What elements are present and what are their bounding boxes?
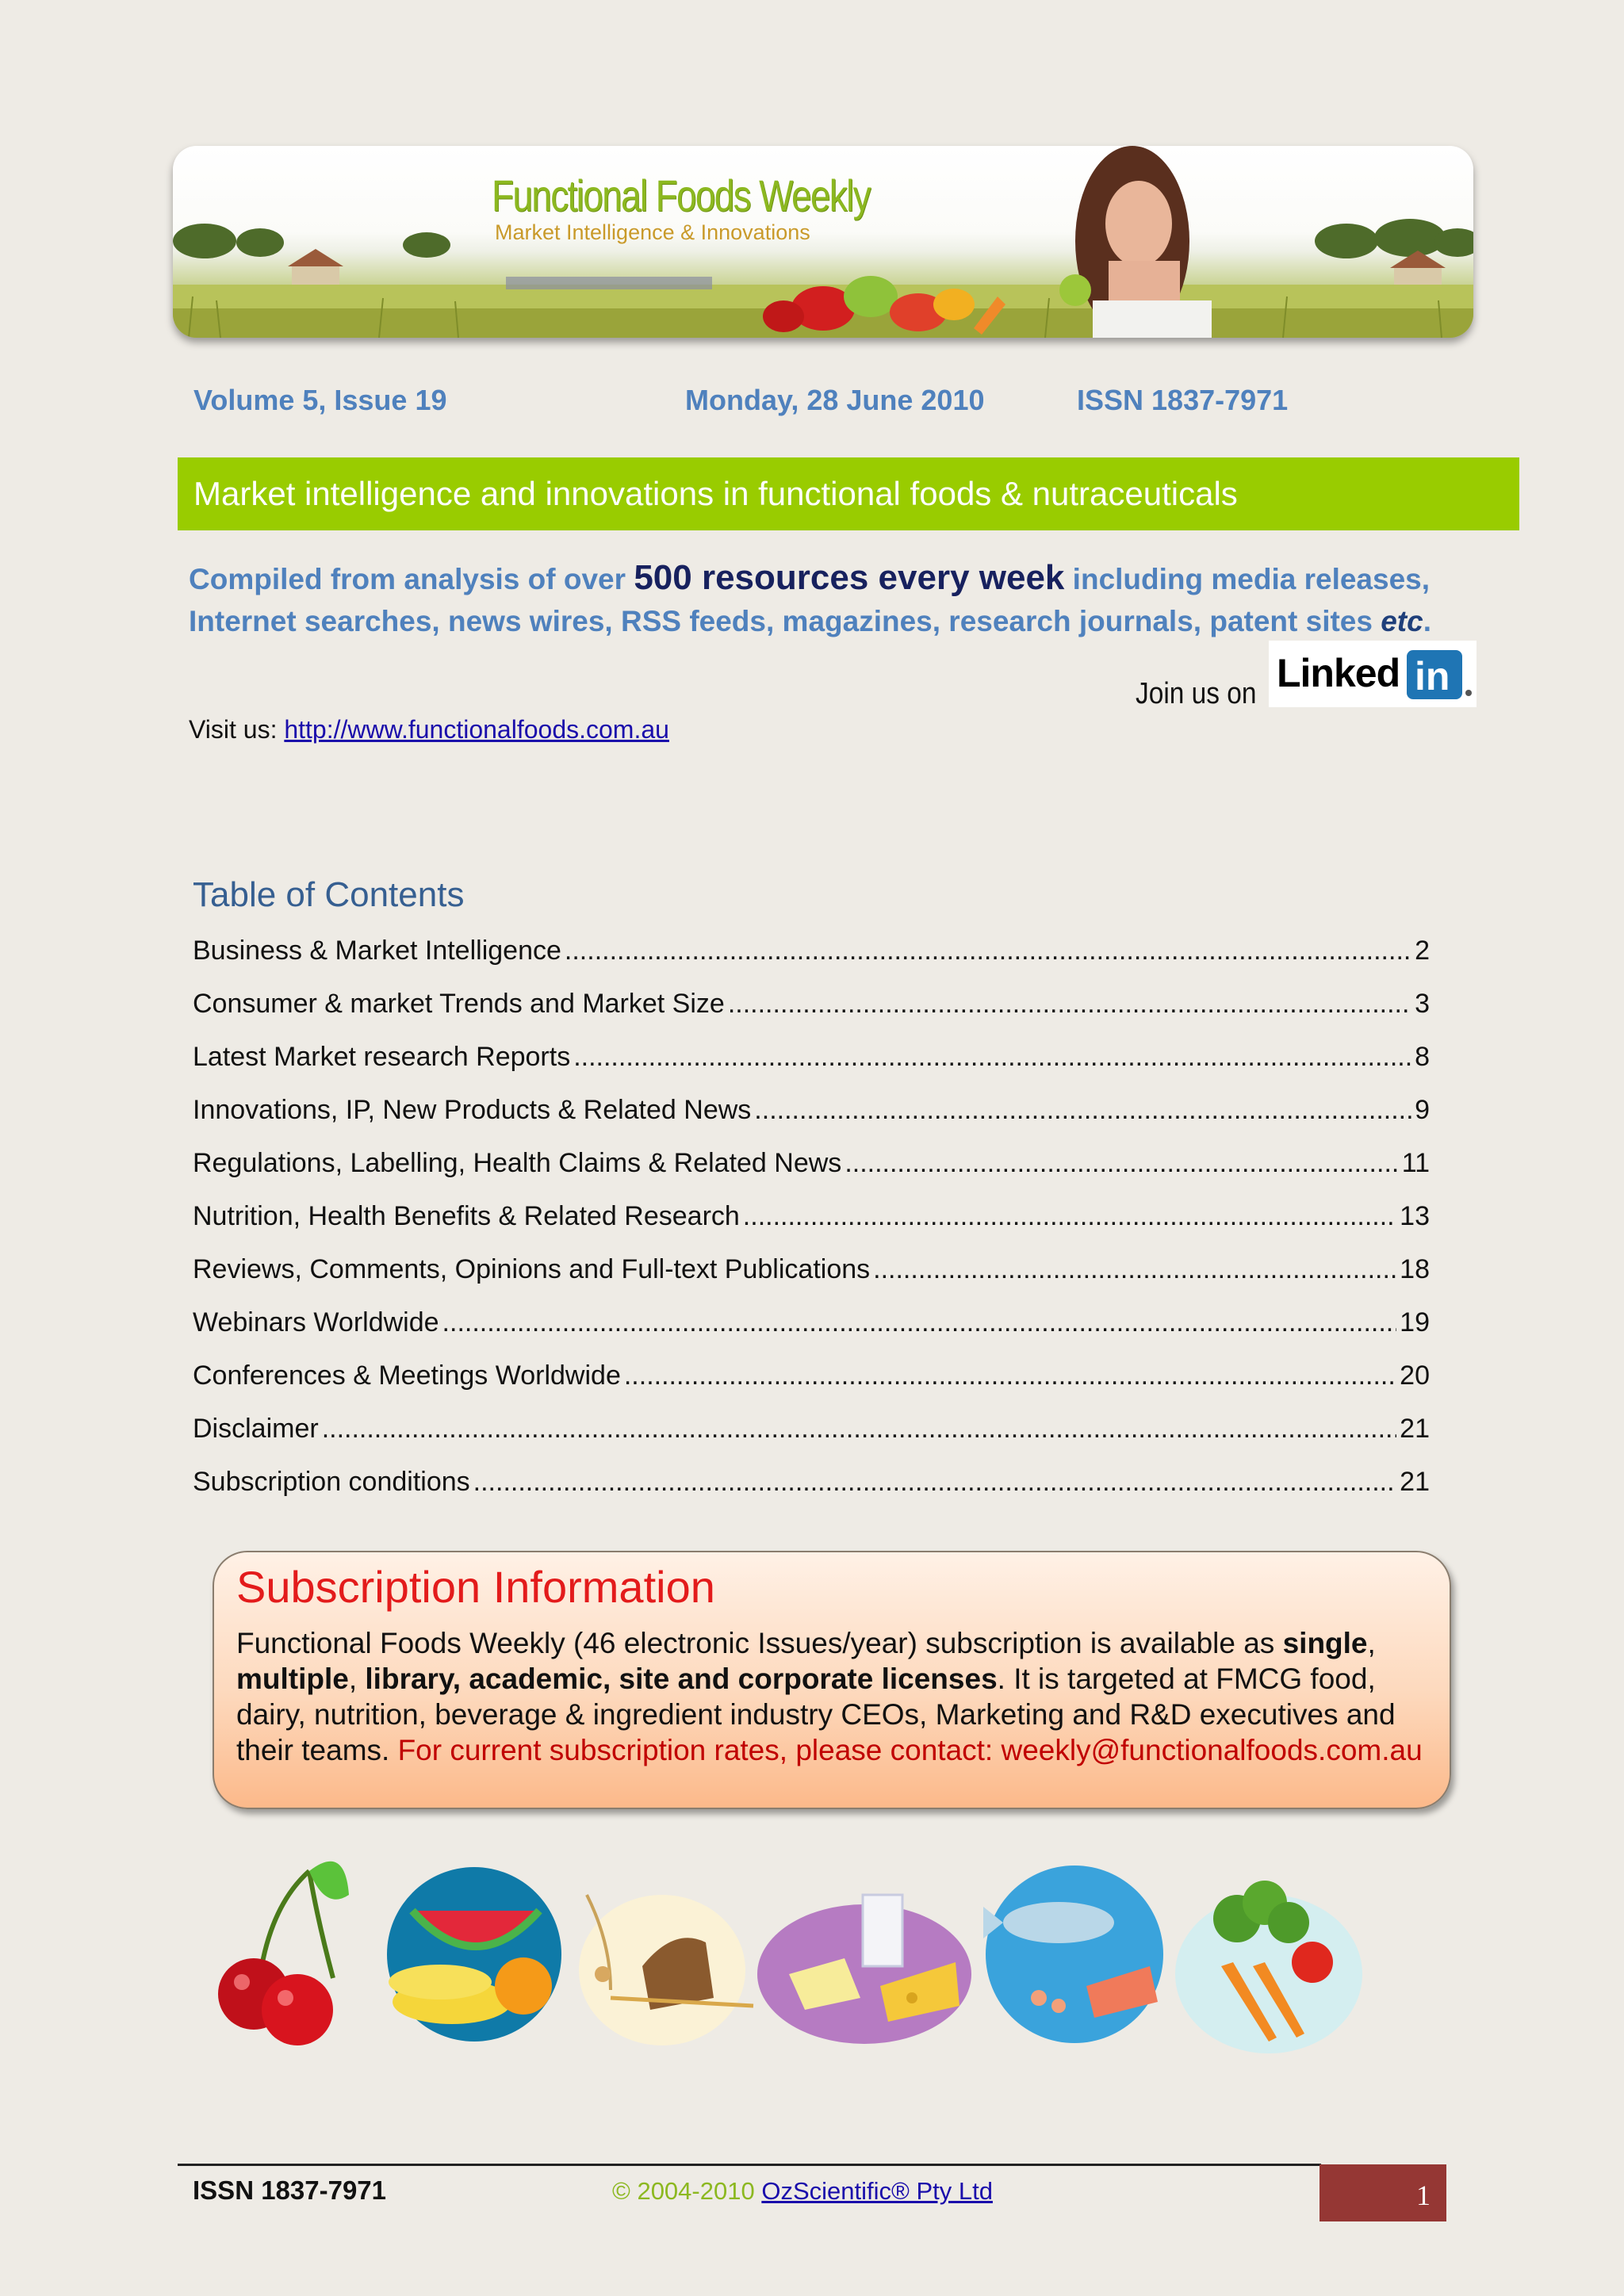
house-right-icon <box>1390 251 1446 290</box>
toc-entry[interactable] <box>193 1414 1430 1467</box>
compiled-part2: including media releases, Internet searches, news wires, RSS feeds, magazines, research journals, patent sites <box>189 563 1431 637</box>
issn-header: ISSN 1837-7971 <box>1077 384 1289 416</box>
banner-subtitle: Market Intelligence & Innovations <box>495 220 810 244</box>
toc-entry-page: 9 <box>1415 1095 1430 1125</box>
toc-entry-title: Regulations, Labelling, Health Claims & Related News <box>193 1148 842 1178</box>
cherries-icon <box>218 1862 349 2045</box>
toc-entry-page: 21 <box>1400 1414 1430 1444</box>
fruit-icon <box>387 1867 561 2042</box>
footer-issn: ISSN 1837-7971 <box>193 2175 387 2205</box>
volume-issue: Volume 5, Issue 19 <box>193 384 447 416</box>
subscription-body <box>236 1625 1427 1768</box>
license-multiple: multiple <box>236 1663 349 1695</box>
toc-entry-title: Disclaimer <box>193 1414 319 1444</box>
toc-entry-page: 20 <box>1400 1360 1430 1391</box>
toc-entry[interactable] <box>193 1095 1430 1148</box>
toc-entry-page: 8 <box>1415 1042 1430 1072</box>
footer-copyright <box>612 2177 993 2206</box>
seafood-icon <box>983 1866 1163 2043</box>
subscription-contact[interactable]: For current subscription rates, please contact: weekly@functionalfoods.com.au <box>397 1734 1423 1766</box>
toc-entry-title: Reviews, Comments, Opinions and Full-text Publications <box>193 1254 871 1284</box>
linkedin-in-text: in <box>1415 654 1450 698</box>
issue-date: Monday, 28 June 2010 <box>685 384 985 416</box>
visit-label: Visit us: <box>189 715 285 744</box>
toc-entry-page: 19 <box>1400 1307 1430 1337</box>
page-number: 1 <box>1320 2164 1446 2221</box>
compiled-description <box>189 557 1521 642</box>
compiled-end: . <box>1423 605 1431 637</box>
food-icons-row <box>198 1847 1372 2061</box>
subscription-text: Functional Foods Weekly (46 electronic Issues/year) subscription is available as <box>236 1627 1283 1659</box>
header-banner <box>173 146 1473 338</box>
subscription-text: , <box>348 1663 366 1695</box>
toc-entry-title: Conferences & Meetings Worldwide <box>193 1360 621 1391</box>
join-us-label: Join us on <box>1136 677 1257 710</box>
linkedin-logo-button[interactable] <box>1269 641 1477 707</box>
company-link[interactable]: OzScientific® Pty Ltd <box>761 2177 993 2205</box>
toc-entry-title: Business & Market Intelligence <box>193 936 561 966</box>
vegetables-icon <box>1175 1881 1362 2053</box>
table-of-contents <box>193 936 1430 1520</box>
toc-entry-title: Nutrition, Health Benefits & Related Research <box>193 1201 740 1231</box>
tagline-bar: Market intelligence and innovations in functional foods & nutraceuticals <box>178 457 1519 530</box>
toc-title: Table of Contents <box>193 875 465 914</box>
visit-us <box>189 715 669 744</box>
compiled-part1: Compiled from analysis of over <box>189 563 634 595</box>
linkedin-text: Linked <box>1277 651 1400 695</box>
copyright-text: © 2004-2010 <box>612 2177 762 2205</box>
toc-entry[interactable] <box>193 1307 1430 1360</box>
house-left-icon <box>288 249 343 289</box>
toc-entry[interactable] <box>193 936 1430 989</box>
toc-entry[interactable] <box>193 1148 1430 1201</box>
license-types: library, academic, site and corporate licenses <box>365 1663 998 1695</box>
subscription-info-box <box>213 1551 1451 1809</box>
toc-entry[interactable] <box>193 1201 1430 1254</box>
toc-entry[interactable] <box>193 989 1430 1042</box>
toc-entry-page: 11 <box>1401 1148 1430 1178</box>
toc-entry-title: Subscription conditions <box>193 1467 470 1497</box>
toc-entry-title: Latest Market research Reports <box>193 1042 571 1072</box>
footer-divider <box>178 2164 1321 2166</box>
toc-entry-page: 13 <box>1400 1201 1430 1231</box>
subscription-text: . It is targeted at FMCG food, dairy, nutrition, beverage & ingredient industry CEOs, Marketing and R&D executives and their teams. <box>236 1663 1396 1766</box>
banner-title: Functional Foods Weekly <box>492 170 870 220</box>
toc-entry-page: 18 <box>1400 1254 1430 1284</box>
dairy-icon <box>757 1895 971 2044</box>
toc-entry[interactable] <box>193 1254 1430 1307</box>
subscription-text: , <box>1367 1627 1376 1659</box>
toc-entry[interactable] <box>193 1360 1430 1414</box>
toc-entry-page: 2 <box>1415 936 1430 966</box>
toc-entry-page: 3 <box>1415 989 1430 1019</box>
linkedin-icon <box>1269 641 1477 707</box>
toc-entry[interactable] <box>193 1042 1430 1095</box>
website-link[interactable]: http://www.functionalfoods.com.au <box>284 715 669 744</box>
compiled-etc: etc <box>1381 605 1423 637</box>
toc-entry-title: Consumer & market Trends and Market Size <box>193 989 725 1019</box>
toc-entry-page: 21 <box>1400 1467 1430 1497</box>
bread-grain-icon <box>579 1895 753 2045</box>
subscription-title: Subscription Information <box>236 1562 715 1612</box>
toc-entry-title: Innovations, IP, New Products & Related News <box>193 1095 752 1125</box>
license-single: single <box>1282 1627 1368 1659</box>
toc-entry-title: Webinars Worldwide <box>193 1307 439 1337</box>
toc-entry[interactable] <box>193 1467 1430 1520</box>
compiled-highlight: 500 resources every week <box>634 558 1065 597</box>
